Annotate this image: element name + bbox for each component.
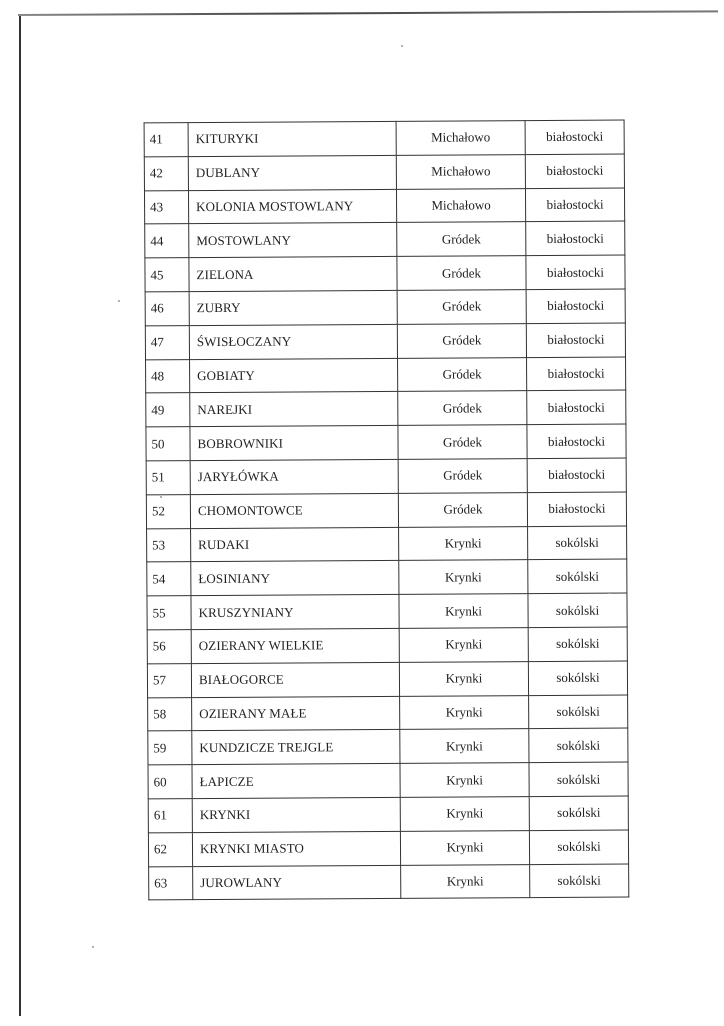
powiat-name: białostocki <box>527 458 626 492</box>
gmina-name: Michałowo <box>396 121 525 156</box>
powiat-name: białostocki <box>527 390 626 424</box>
powiat-name: sokólski <box>528 593 627 627</box>
row-number: 50 <box>146 427 190 461</box>
table-row <box>148 695 628 732</box>
table-row <box>146 424 626 461</box>
powiat-name: sokólski <box>529 762 628 796</box>
row-number: 54 <box>147 562 191 596</box>
powiat-name: sokólski <box>530 864 629 898</box>
powiat-name: białostocki <box>526 221 625 255</box>
gmina-name: Gródek <box>397 222 526 257</box>
gmina-name: Gródek <box>398 492 527 527</box>
gmina-name: Gródek <box>398 357 527 392</box>
table-row <box>146 458 626 495</box>
row-number: 49 <box>146 393 190 427</box>
gmina-name: Krynki <box>400 830 529 865</box>
locality-name: DUBLANY <box>188 155 396 190</box>
table-row <box>146 492 626 529</box>
row-number: 43 <box>144 190 188 224</box>
table-row <box>145 323 625 360</box>
locality-name: ZUBRY <box>189 290 397 325</box>
gmina-name: Krynki <box>401 864 530 899</box>
locality-name: KITURYKI <box>188 121 396 156</box>
gmina-name: Krynki <box>399 560 528 595</box>
table-row <box>144 188 624 225</box>
row-number: 42 <box>144 156 188 190</box>
gmina-name: Gródek <box>398 459 527 494</box>
row-number: 55 <box>147 596 191 630</box>
scan-speck <box>401 45 403 47</box>
powiat-name: białostocki <box>527 492 626 526</box>
table-row <box>147 559 627 596</box>
locality-name: CHOMONTOWCE <box>190 493 398 528</box>
gmina-name: Krynki <box>399 661 528 696</box>
row-number: 48 <box>146 359 190 393</box>
table-row <box>148 830 628 867</box>
row-number: 60 <box>148 765 192 799</box>
powiat-name: białostocki <box>525 120 624 154</box>
row-number: 52 <box>146 494 190 528</box>
table-row <box>149 864 629 901</box>
powiat-name: sokólski <box>529 796 628 830</box>
gmina-name: Gródek <box>398 391 527 426</box>
locality-name: KOLONIA MOSTOWLANY <box>188 189 396 224</box>
table-row <box>148 728 628 765</box>
locality-name: OZIERANY WIELKIE <box>191 628 399 663</box>
gmina-name: Krynki <box>400 797 529 832</box>
powiat-name: sokólski <box>529 695 628 729</box>
locality-name: GOBIATY <box>190 358 398 393</box>
powiat-name: białostocki <box>525 188 624 222</box>
locality-name: ŚWISŁOCZANY <box>189 324 397 359</box>
table-row <box>145 255 625 292</box>
row-number: 53 <box>147 528 191 562</box>
locality-name: RUDAKI <box>191 527 399 562</box>
table-row <box>144 154 624 191</box>
powiat-name: sokólski <box>529 830 628 864</box>
table-row <box>147 661 627 698</box>
table-row <box>147 526 627 563</box>
powiat-name: białostocki <box>527 424 626 458</box>
locality-name: OZIERANY MAŁE <box>192 696 400 731</box>
gmina-name: Krynki <box>399 628 528 663</box>
row-number: 62 <box>148 832 192 866</box>
row-number: 41 <box>144 123 188 157</box>
row-number: 47 <box>145 325 189 359</box>
row-number: 61 <box>148 799 192 833</box>
row-number: 51 <box>146 461 190 495</box>
table-row <box>145 221 625 258</box>
scan-speck <box>92 946 94 948</box>
gmina-name: Gródek <box>398 425 527 460</box>
row-number: 56 <box>147 630 191 664</box>
powiat-name: białostocki <box>525 154 624 188</box>
gmina-name: Krynki <box>400 763 529 798</box>
scan-speck <box>608 592 610 594</box>
row-number: 45 <box>145 258 189 292</box>
powiat-name: sokólski <box>529 728 628 762</box>
locality-name: ZIELONA <box>189 257 397 292</box>
gmina-name: Gródek <box>397 323 526 358</box>
table-row <box>146 357 626 394</box>
row-number: 44 <box>145 224 189 258</box>
locality-name: BIAŁOGORCE <box>191 662 399 697</box>
table-row <box>145 289 625 326</box>
locality-name: MOSTOWLANY <box>189 223 397 258</box>
row-number: 46 <box>145 292 189 326</box>
locality-name: KRYNKI MIASTO <box>192 831 400 866</box>
gmina-name: Krynki <box>400 729 529 764</box>
row-number: 58 <box>148 697 192 731</box>
gmina-name: Krynki <box>399 594 528 629</box>
gmina-name: Gródek <box>397 256 526 291</box>
locality-name: JARYŁÓWKA <box>190 459 398 494</box>
powiat-name: białostocki <box>527 357 626 391</box>
scan-speck <box>160 496 162 498</box>
locality-name: BOBROWNIKI <box>190 426 398 461</box>
localities-table <box>144 119 630 900</box>
powiat-name: sokólski <box>528 627 627 661</box>
powiat-name: sokólski <box>528 526 627 560</box>
table-row <box>147 593 627 630</box>
row-number: 63 <box>149 866 193 900</box>
powiat-name: sokólski <box>528 559 627 593</box>
gmina-name: Michałowo <box>396 188 525 223</box>
powiat-name: białostocki <box>526 255 625 289</box>
powiat-name: białostocki <box>526 289 625 323</box>
row-number: 59 <box>148 731 192 765</box>
table-row <box>148 796 628 833</box>
locality-name: NAREJKI <box>190 392 398 427</box>
locality-name: KRUSZYNIANY <box>191 595 399 630</box>
locality-name: KRYNKI <box>192 797 400 832</box>
locality-name: ŁOSINIANY <box>191 561 399 596</box>
table-row <box>146 390 626 427</box>
locality-name: JUROWLANY <box>193 865 401 900</box>
gmina-name: Krynki <box>399 526 528 561</box>
gmina-name: Michałowo <box>396 154 525 189</box>
table-row <box>147 627 627 664</box>
table-row <box>144 120 624 157</box>
locality-name: ŁAPICZE <box>192 764 400 799</box>
gmina-name: Krynki <box>400 695 529 730</box>
powiat-name: białostocki <box>526 323 625 357</box>
scan-speck <box>118 300 120 302</box>
table-body <box>144 120 629 900</box>
row-number: 57 <box>147 663 191 697</box>
locality-name: KUNDZICZE TREJGLE <box>192 730 400 765</box>
table-row <box>148 762 628 799</box>
powiat-name: sokólski <box>528 661 627 695</box>
gmina-name: Gródek <box>397 290 526 325</box>
